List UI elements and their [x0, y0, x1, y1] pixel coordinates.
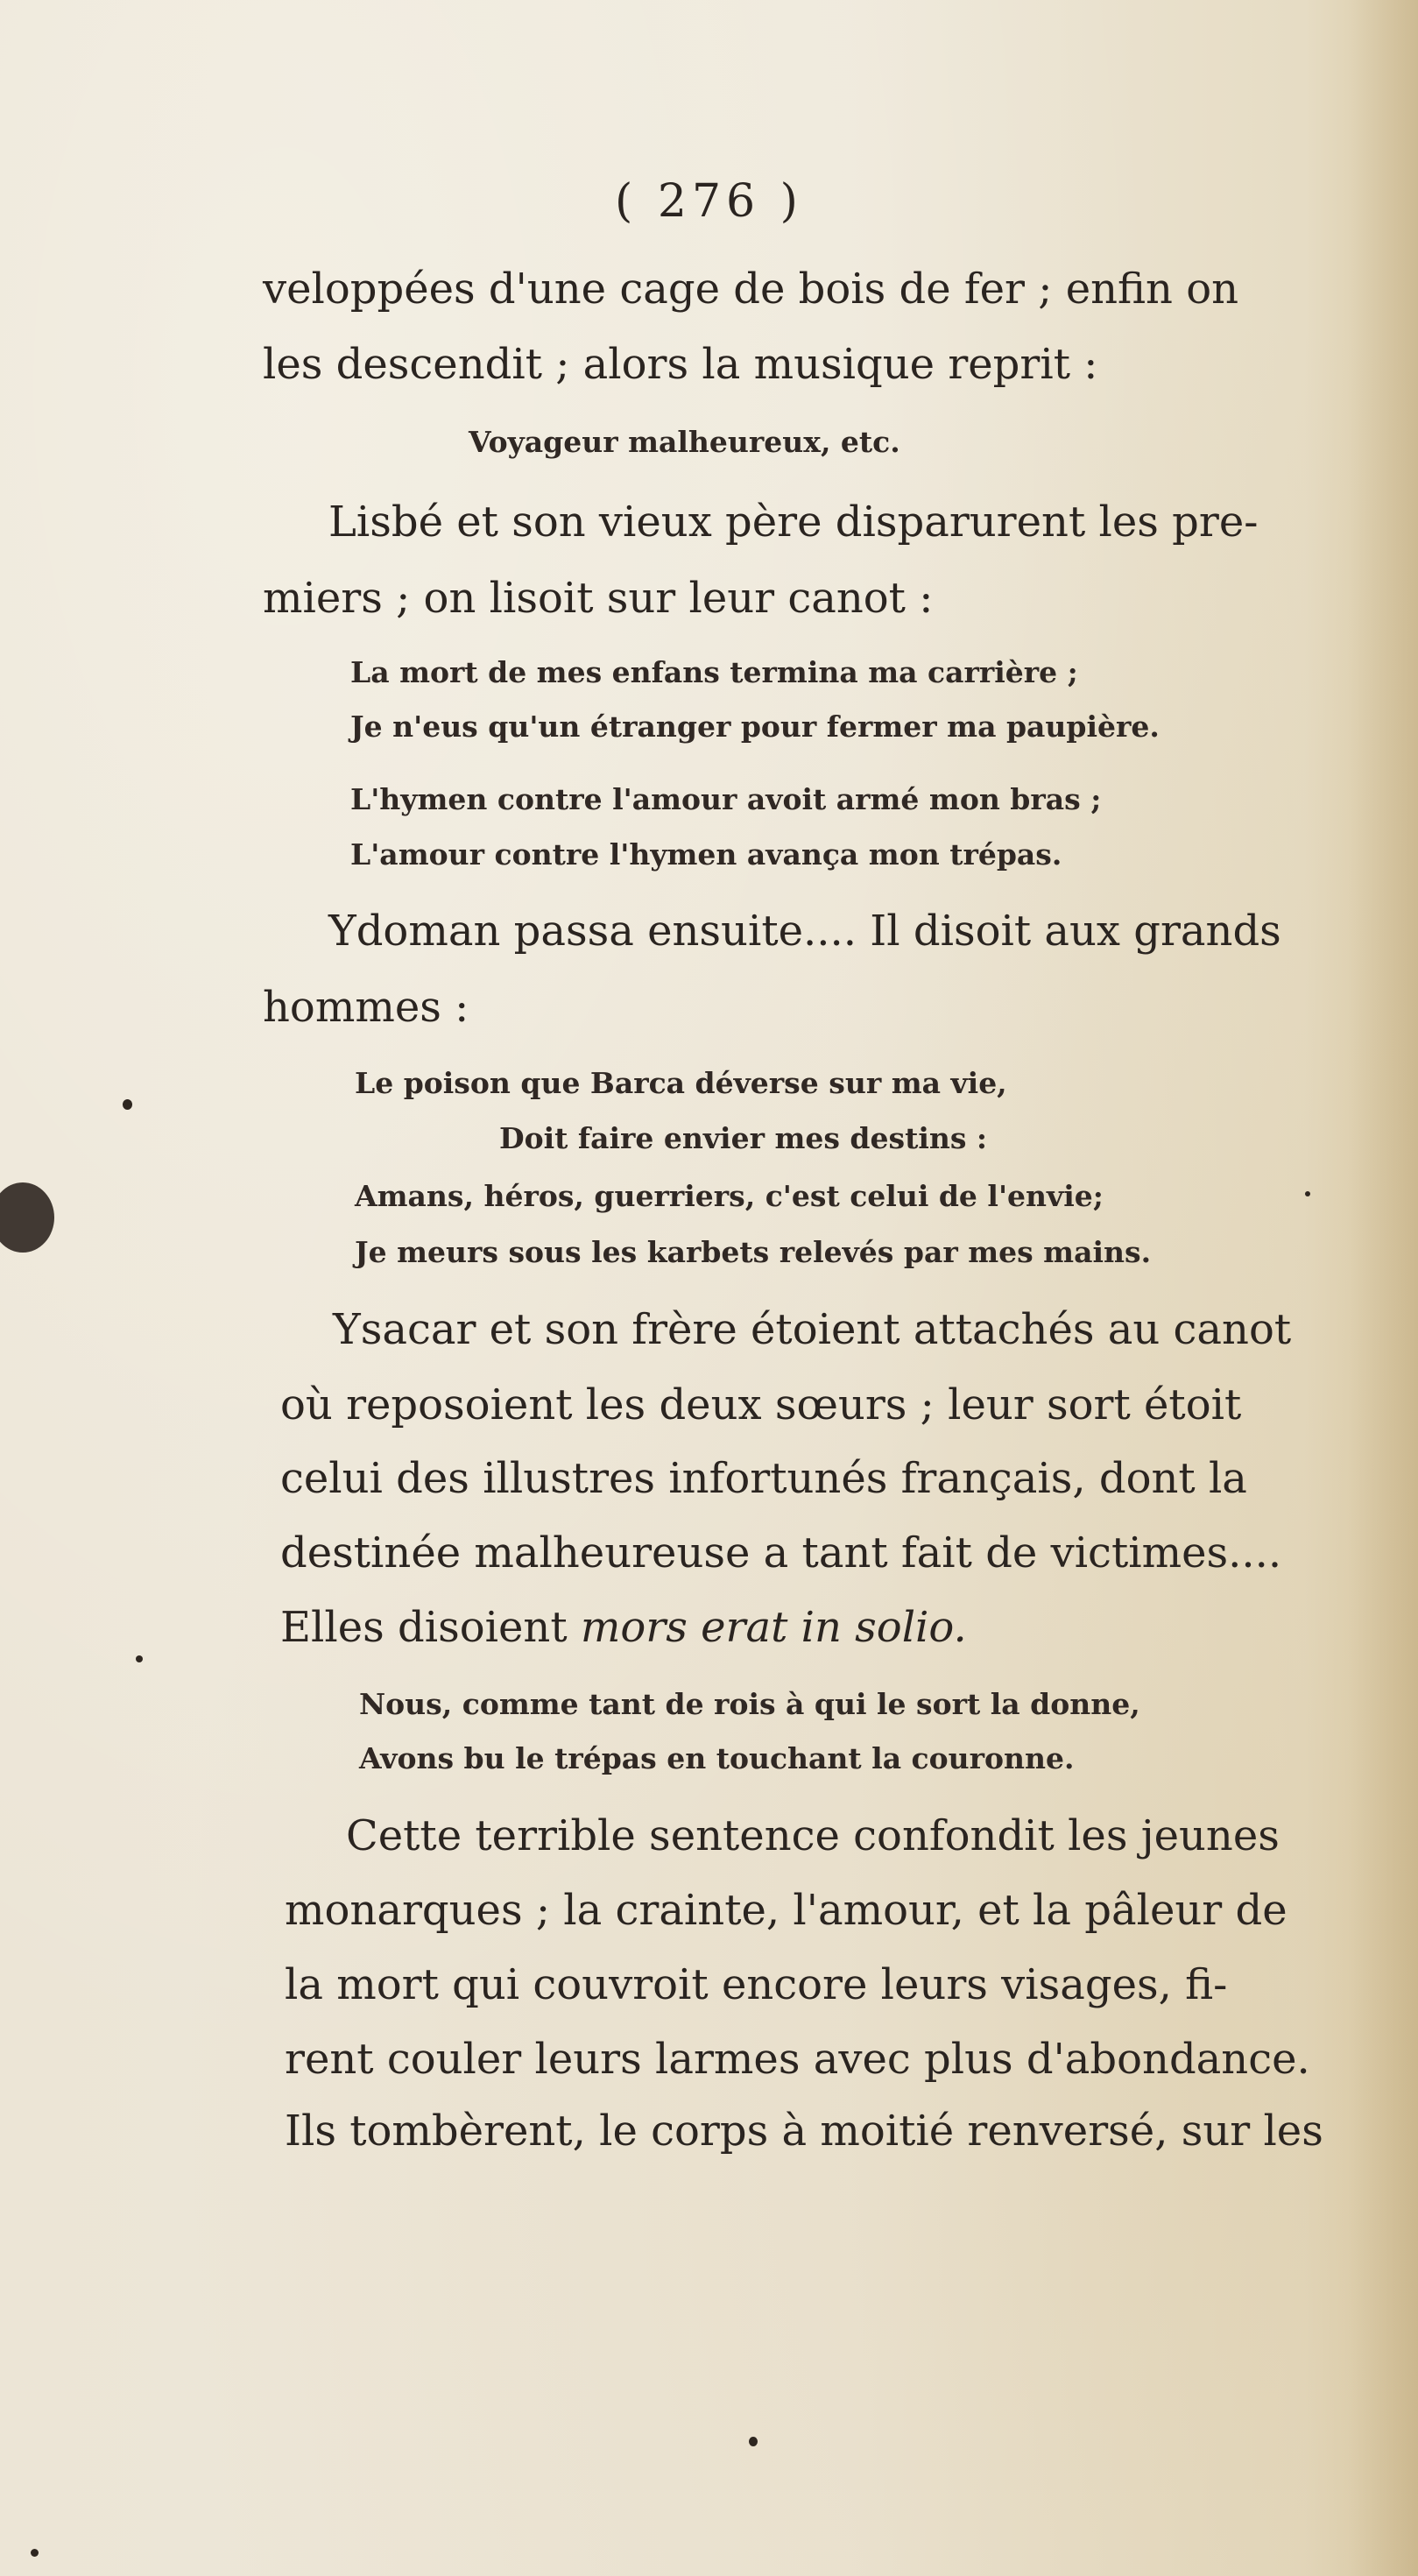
text-line: où reposoient les deux sœurs ; leur sort étoit — [280, 1380, 1242, 1429]
verse-line: Amans, héros, guerriers, c'est celui de l'envie; — [355, 1179, 1104, 1213]
ink-speck — [136, 1655, 143, 1662]
text-line: Ils tombèrent, le corps à moitié renversé, sur les — [285, 2107, 1323, 2156]
latin-quote: mors erat in solio. — [580, 1603, 967, 1652]
ink-speck — [749, 2437, 758, 2446]
verse-line: Le poison que Barca déverse sur ma vie, — [355, 1066, 1007, 1100]
text-line: les descendit ; alors la musique reprit : — [263, 340, 1098, 389]
verse-line: L'amour contre l'hymen avança mon trépas. — [350, 837, 1062, 872]
text-line: veloppées d'une cage de bois de fer ; enfin on — [263, 265, 1239, 314]
page-number: ( 276 ) — [615, 175, 803, 228]
ink-speck — [31, 2549, 39, 2557]
verse-line: Voyageur malheureux, etc. — [469, 425, 900, 459]
text-line-start: Elles disoient — [280, 1603, 568, 1652]
text-line: hommes : — [263, 983, 469, 1032]
text-line — [280, 1603, 967, 1652]
text-line: Lisbé et son vieux père disparurent les pre- — [328, 498, 1259, 547]
text-line: celui des illustres infortunés français, dont la — [280, 1454, 1247, 1503]
verse-line: Je n'eus qu'un étranger pour fermer ma paupière. — [350, 709, 1160, 744]
text-line: destinée malheureuse a tant fait de victimes.... — [280, 1528, 1282, 1577]
text-line: Ysacar et son frère étoient attachés au canot — [333, 1305, 1292, 1354]
text-line: Cette terrible sentence confondit les jeunes — [346, 1811, 1280, 1860]
verse-line: Nous, comme tant de rois à qui le sort la donne, — [359, 1687, 1140, 1721]
ink-speck — [1305, 1191, 1310, 1196]
text-line: la mort qui couvroit encore leurs visages, fi- — [285, 1960, 1228, 2009]
verse-line: La mort de mes enfans termina ma carrière ; — [350, 655, 1078, 689]
ink-blot — [0, 1182, 54, 1253]
text-line: miers ; on lisoit sur leur canot : — [263, 574, 934, 623]
verse-line: L'hymen contre l'amour avoit armé mon bras ; — [350, 782, 1102, 816]
text-line: rent couler leurs larmes avec plus d'abondance. — [285, 2035, 1310, 2084]
ink-speck — [123, 1099, 132, 1110]
verse-line: Je meurs sous les karbets relevés par mes mains. — [355, 1235, 1152, 1269]
verse-line: Doit faire envier mes destins : — [499, 1121, 988, 1155]
text-line: Ydoman passa ensuite.... Il disoit aux grands — [328, 907, 1281, 956]
text-line: monarques ; la crainte, l'amour, et la pâleur de — [285, 1886, 1287, 1935]
verse-line: Avons bu le trépas en touchant la couronne. — [359, 1741, 1075, 1775]
page-edge-shadow — [1348, 0, 1418, 2576]
